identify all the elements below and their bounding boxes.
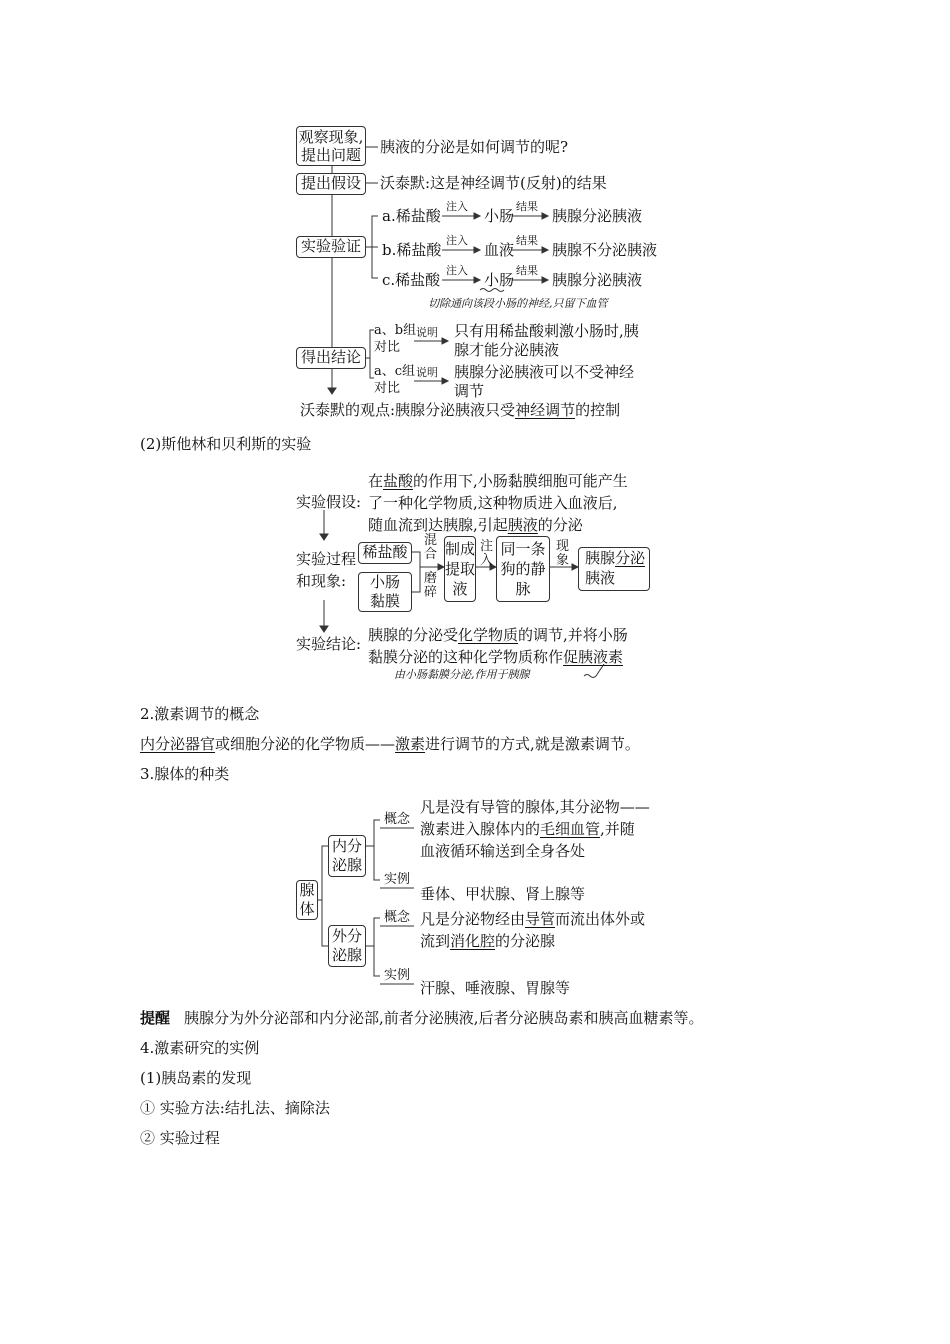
hyp-label: 实验假设:	[296, 493, 362, 511]
hyp-l3-post: 的分泌	[537, 516, 583, 534]
row3-note: 切除通向该段小肠的神经,只留下血管	[428, 297, 608, 310]
row2-arrow2: 结果	[516, 234, 538, 247]
exo-l1-post: 而流出体外或	[555, 910, 646, 928]
exocrine-box: 外分 泌腺	[328, 925, 366, 967]
endo-concept-line3: 血液循环输送到全身各处	[420, 842, 586, 860]
endo-example-tag: 实例	[384, 872, 411, 887]
node-conclusion: 得出结论	[296, 347, 366, 369]
exo-example-text: 汗腺、唾液腺、胃腺等	[420, 979, 571, 997]
tip-label: 提醒	[140, 1009, 171, 1027]
concept-mid: 或细胞分泌的化学物质——	[215, 735, 396, 753]
node-observe-text: 胰液的分泌是如何调节的呢?	[380, 138, 569, 156]
hyp-l1-keyword: 盐酸	[383, 472, 414, 490]
final-view-keyword: 神经调节	[515, 401, 576, 419]
conc-l2-pre: 黏膜分泌的这种化学物质称作	[368, 648, 564, 666]
exo-l1-pre: 凡是分泌物经由	[420, 910, 526, 928]
endo-l2-post: ,并随	[600, 820, 635, 838]
method-item: ① 实验方法:结扎法、摘除法	[140, 1099, 330, 1117]
hyp-line2: 了一种化学物质,这种物质进入血液后,	[368, 494, 618, 512]
node-observe: 观察现象, 提出问题	[296, 126, 366, 166]
mix-label: 混 合	[424, 533, 438, 562]
box-extract: 制成 提取 液	[444, 536, 476, 602]
endo-concept-line2	[420, 818, 650, 840]
row3-arrow1: 注入	[446, 264, 468, 277]
conc-l1-keyword: 化学物质	[458, 626, 519, 644]
conc1-label: a、b组 对比	[374, 323, 417, 355]
box-result-line2: 胰液	[585, 569, 616, 587]
endo-example-text: 垂体、甲状腺、肾上腺等	[420, 885, 586, 903]
node-verify: 实验验证	[296, 236, 366, 258]
conc2-text: 胰腺分泌胰液可以不受神经 调节	[454, 363, 635, 400]
section-glands-title: 3.腺体的种类	[140, 765, 230, 783]
box-vein: 同一条 狗的静 脉	[496, 536, 550, 602]
node-hypothesis: 提出假设	[296, 173, 366, 195]
node-hypothesis-text: 沃泰默:这是神经调节(反射)的结果	[380, 174, 607, 192]
exo-l2-post: 的分泌腺	[495, 932, 556, 950]
exo-l2-keyword: 消化腔	[450, 932, 496, 950]
hyp-l3-pre: 随血流到达胰腺,引起	[368, 516, 508, 534]
conc2-label: a、c组 对比	[374, 364, 416, 396]
row1-arrow2: 结果	[516, 200, 538, 213]
row2-arrow1: 注入	[446, 234, 468, 247]
inject-label: 注 入	[480, 539, 494, 568]
box-result-keyword: 分泌	[615, 549, 646, 567]
exo-l1-keyword: 导管	[525, 910, 556, 928]
exo-concept-tag: 概念	[384, 910, 411, 925]
concept-post: 进行调节的方式,就是激素调节。	[425, 735, 640, 753]
phen-label: 现 象	[556, 539, 570, 568]
conc-l1-pre: 胰腺的分泌受	[368, 626, 459, 644]
row1-a: a.稀盐酸	[382, 207, 441, 225]
final-view-pre: 沃泰默的观点:胰腺分泌胰液只受	[300, 401, 516, 419]
process-item: ② 实验过程	[140, 1129, 220, 1147]
row1-b: 小肠	[484, 207, 515, 225]
exo-example-tag: 实例	[384, 968, 411, 983]
row3-b: 小肠	[484, 271, 515, 289]
exo-concept-text	[420, 908, 645, 952]
gland-root: 腺 体	[296, 880, 318, 920]
endo-concept-line1: 凡是没有导管的腺体,其分泌物——	[420, 798, 650, 816]
endo-concept-text	[420, 796, 650, 862]
box-mucosa: 小肠 黏膜	[358, 572, 412, 612]
conc-l2-keyword: 促胰液素	[563, 648, 624, 666]
exo-l2-pre: 流到	[420, 932, 451, 950]
box-acid: 稀盐酸	[358, 542, 412, 564]
grind-label: 磨 碎	[424, 571, 438, 600]
box-result-pre: 胰腺	[585, 549, 616, 567]
concept-keyword2: 激素	[395, 735, 426, 753]
hyp-l1-post: 的作用下,小肠黏膜细胞可能产生	[413, 472, 628, 490]
section-starling-title: (2)斯他林和贝利斯的实验	[140, 435, 312, 453]
hyp-l3-keyword: 胰液	[507, 516, 538, 534]
section-concept-title: 2.激素调节的概念	[140, 705, 260, 723]
conc-l1-post: 的调节,并将小肠	[518, 626, 628, 644]
conc-note: 由小肠黏膜分泌,作用于胰腺	[394, 668, 530, 681]
conc2-arrow: 说明	[416, 366, 438, 379]
exo-concept-line1	[420, 908, 645, 930]
endo-l2-keyword: 毛细血管	[540, 820, 601, 838]
row1-c: 胰腺分泌胰液	[552, 207, 643, 225]
row3-a: c.稀盐酸	[382, 271, 441, 289]
tip-paragraph	[140, 1008, 704, 1028]
proc-label: 实验过程 和现象:	[296, 550, 357, 590]
hyp-l1-pre: 在	[368, 472, 384, 490]
row2-b: 血液	[484, 241, 515, 259]
concept-keyword1: 内分泌器官	[140, 735, 216, 753]
endocrine-box: 内分 泌腺	[328, 835, 366, 877]
endo-concept-tag: 概念	[384, 812, 411, 827]
conc1-text: 只有用稀盐酸刺激小肠时,胰 腺才能分泌胰液	[454, 322, 639, 359]
final-view-post: 的控制	[575, 401, 621, 419]
row1-arrow1: 注入	[446, 200, 468, 213]
row3-c: 胰腺分泌胰液	[552, 271, 643, 289]
endo-l2-pre: 激素进入腺体内的	[420, 820, 541, 838]
row2-c: 胰腺不分泌胰液	[552, 241, 658, 259]
row2-a: b.稀盐酸	[382, 241, 442, 259]
conc1-arrow: 说明	[416, 326, 438, 339]
conc-label: 实验结论:	[296, 635, 362, 653]
exo-concept-line2	[420, 930, 645, 952]
tip-text: 胰腺分为外分泌部和内分泌部,前者分泌胰液,后者分泌胰岛素和胰高血糖素等。	[184, 1009, 704, 1027]
insulin-subtitle: (1)胰岛素的发现	[140, 1069, 252, 1087]
section-examples-title: 4.激素研究的实例	[140, 1039, 260, 1057]
row3-arrow2: 结果	[516, 264, 538, 277]
